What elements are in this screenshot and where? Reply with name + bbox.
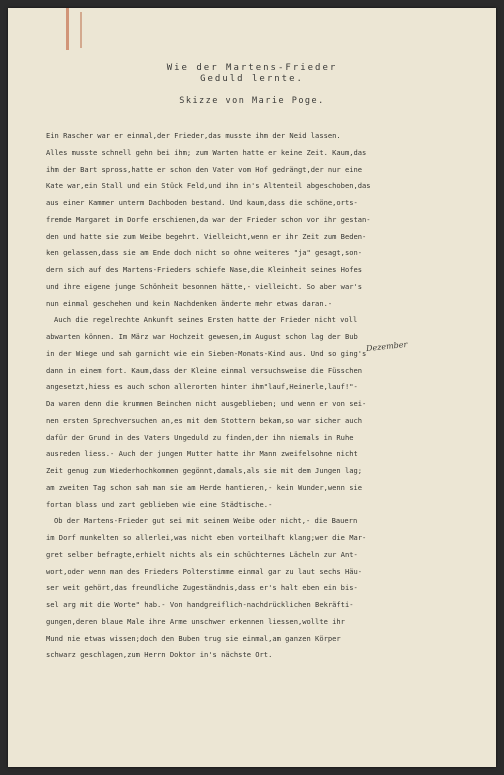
text-line: am zweiten Tag schon sah man sie am Herde hantieren,- kein Wunder,wenn sie <box>46 482 363 492</box>
text-line: Kate war,ein Stall und ein Stück Feld,und ihn in's Altenteil abgeschoben,das <box>46 181 371 191</box>
text-line: Mund nie etwas wissen;doch den Buben trug sie einmal,am ganzen Körper <box>46 633 341 643</box>
text-line: aus einer Kammer unterm Dachboden bestand. Und kaum,dass die schöne,orts- <box>46 198 358 207</box>
text-line: angesetzt,hiess es auch schon allerorten hinter ihm"lauf,Heinerle,lauf!"- <box>46 382 358 392</box>
text-line: ausreden liess.- Auch der jungen Mutter hatte ihr Mann zweifelsohne nicht <box>46 449 358 459</box>
text-line: Ein Rascher war er einmal,der Frieder,das musste ihm der Neid lassen. <box>46 131 341 140</box>
text-line: fortan blass und zart geblieben wie eine Städtische.- <box>46 499 273 509</box>
text-line: Alles musste schnell gehn bei ihm; zum Warten hatte er keine Zeit. Kaum,das <box>46 147 367 157</box>
text-line: in der Wiege und sah garnicht wie ein Sieben-Monats-Kind aus. Und so ging's <box>46 348 367 358</box>
text-line: Auch die regelrechte Ankunft seines Ersten hatte der Frieder nicht voll <box>54 315 358 325</box>
text-line: gret selber befragte,erhielt nichts als ein schüchternes Lächeln zur Ant- <box>46 549 358 559</box>
text-line: und ihre eigene junge Schönheit besonnen hätte,- vielleicht. So aber war's <box>46 281 363 291</box>
text-line: Ob der Martens-Frieder gut sei mit seinem Weibe oder nicht,- die Bauern <box>54 516 358 526</box>
text-line: nen ersten Sprechversuchen an,es mit dem Stottern bekam,so war sicher auch <box>46 415 363 425</box>
text-line: dern sich auf des Martens-Frieders schiefe Nase,die Kleinheit seines Hofes <box>46 265 363 274</box>
text-line: dann in einem fort. Kaum,dass der Kleine einmal versuchsweise die Füsschen <box>46 365 363 375</box>
document-subtitle: Skizze von Marie Poge. <box>179 96 325 106</box>
paper-tear-mark <box>80 12 82 48</box>
text-line: gungen,deren blaue Male ihre Arme unschwer erkennen liessen,wollte ihr <box>46 616 345 626</box>
text-line: nun einmal geschehen und kein Nachdenken änderte mehr etwas daran.- <box>46 298 333 308</box>
text-line: im Dorf munkelten so allerlei,was nicht eben vorteilhaft klang;wer die Mar- <box>46 533 367 542</box>
document-page <box>8 8 496 767</box>
text-line: dafür der Grund in des Vaters Ungeduld zu finden,der ihn niemals in Ruhe <box>46 432 354 442</box>
text-line: schwarz geschlagen,zum Herrn Doktor in's nächste Ort. <box>46 650 273 660</box>
text-line: den und hatte sie zum Weibe begehrt. Vielleicht,wenn er ihr Zeit zum Beden- <box>46 231 367 241</box>
paper-tear-mark <box>66 8 69 50</box>
text-line: ihm der Bart spross,hatte er schon den Vater vom Hof gedrängt,der nur eine <box>46 164 363 174</box>
text-line: fremde Margaret im Dorfe erschienen,da war der Frieder schon vor ihr gestan- <box>46 214 371 224</box>
document-title: Wie der Martens-Frieder <box>166 63 338 73</box>
text-line: Zeit genug zum Wiederhochkommen gegönnt,damals,als sie mit dem Jungen lag; <box>46 466 363 475</box>
document-body <box>46 128 486 664</box>
text-line: ken gelassen,dass sie am Ende doch nicht so ohne weiteres "ja" gesagt,son- <box>46 248 363 258</box>
text-line: abwarten können. Im März war Hochzeit gewesen,im August schon lag der Bub <box>46 332 358 341</box>
text-line: wort,oder wenn man des Frieders Polterstimme einmal gar zu laut sechs Häu- <box>46 566 363 576</box>
text-line: Da waren denn die krummen Beinchen nicht ausgeblieben; und wenn er von sei- <box>46 399 367 408</box>
document-title-line2: Geduld lernte. <box>200 74 304 84</box>
text-line: ser weit gehört,das freundliche Zugeständnis,dass er's halt eben ein bis- <box>46 583 358 593</box>
text-line: sel arg mit die Worte" hab.- Von handgreiflich-nachdrücklichen Bekräfti- <box>46 600 354 609</box>
handwritten-note: Dezember <box>365 339 408 354</box>
